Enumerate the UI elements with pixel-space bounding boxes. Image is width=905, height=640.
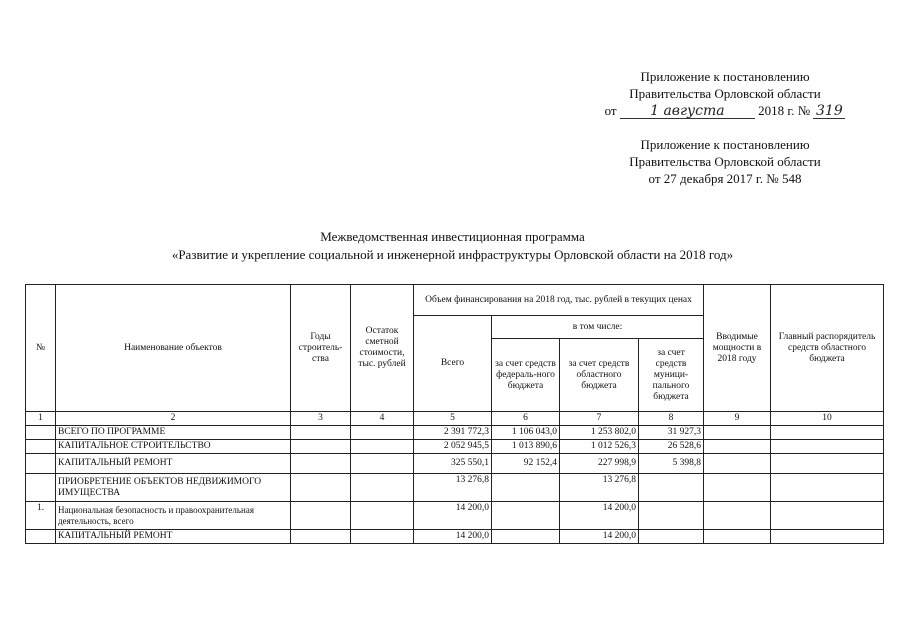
- appendix-previous-line3: от 27 декабря 2017 г. № 548: [648, 171, 802, 186]
- appendix-previous-line2: Правительства Орловской области: [629, 154, 821, 169]
- col-number-10: 10: [771, 412, 884, 426]
- col-number-6: 6: [492, 412, 560, 426]
- col-number-4: 4: [351, 412, 414, 426]
- row-years: [291, 454, 351, 474]
- row-municipal: 5 398,8: [639, 454, 704, 474]
- row-manager: [771, 426, 884, 440]
- program-table: [25, 284, 884, 544]
- row-name: КАПИТАЛЬНОЕ СТРОИТЕЛЬСТВО: [56, 440, 291, 454]
- document-title-line1: Межведомственная инвестиционная программа: [320, 229, 585, 244]
- header-balance: Остаток сметной стоимости, тыс. рублей: [351, 285, 414, 412]
- table-row: [26, 454, 884, 474]
- row-capacity: [704, 454, 771, 474]
- row-total: 13 276,8: [414, 474, 492, 502]
- document-title-line2: «Развитие и укрепление социальной и инженерной инфраструктуры Орловской области на 2018 год»: [171, 247, 734, 262]
- appendix-current: [560, 68, 890, 119]
- row-regional: 227 998,9: [560, 454, 639, 474]
- col-number-1: 1: [26, 412, 56, 426]
- row-manager: [771, 454, 884, 474]
- row-municipal: [639, 474, 704, 502]
- row-total: 2 391 772,3: [414, 426, 492, 440]
- row-num: [26, 474, 56, 502]
- table-row: [26, 440, 884, 454]
- row-manager: [771, 474, 884, 502]
- row-balance: [351, 502, 414, 530]
- row-municipal: [639, 530, 704, 544]
- row-balance: [351, 426, 414, 440]
- row-total: 325 550,1: [414, 454, 492, 474]
- row-years: [291, 502, 351, 530]
- row-capacity: [704, 440, 771, 454]
- col-number-2: 2: [56, 412, 291, 426]
- row-capacity: [704, 530, 771, 544]
- row-name: ПРИОБРЕТЕНИЕ ОБЪЕКТОВ НЕДВИЖИМОГО ИМУЩЕСТВА: [56, 474, 291, 502]
- row-balance: [351, 530, 414, 544]
- row-manager: [771, 530, 884, 544]
- row-balance: [351, 454, 414, 474]
- row-regional: 1 012 526,3: [560, 440, 639, 454]
- row-total: 14 200,0: [414, 502, 492, 530]
- row-capacity: [704, 426, 771, 440]
- row-total: 2 052 945,5: [414, 440, 492, 454]
- header-funding: Объем финансирования на 2018 год, тыс. рублей в текущих ценах: [414, 285, 704, 316]
- row-municipal: 26 528,6: [639, 440, 704, 454]
- appendix-previous-line1: Приложение к постановлению: [640, 137, 810, 152]
- header-federal: за счет средств федераль-ного бюджета: [492, 339, 560, 412]
- row-regional: 14 200,0: [560, 502, 639, 530]
- header-municipal: за счет средств муници-пального бюджета: [639, 339, 704, 412]
- row-num: [26, 454, 56, 474]
- row-num: [26, 530, 56, 544]
- row-regional: 14 200,0: [560, 530, 639, 544]
- row-balance: [351, 474, 414, 502]
- header-name: Наименование объектов: [56, 285, 291, 412]
- header-capacity: Вводимые мощности в 2018 году: [704, 285, 771, 412]
- row-federal: 1 106 043,0: [492, 426, 560, 440]
- row-balance: [351, 440, 414, 454]
- row-federal: 92 152,4: [492, 454, 560, 474]
- row-num: 1.: [26, 502, 56, 530]
- row-name: КАПИТАЛЬНЫЙ РЕМОНТ: [56, 454, 291, 474]
- date-year: 2018 г.: [758, 103, 795, 118]
- number-sign: №: [797, 103, 811, 118]
- row-capacity: [704, 502, 771, 530]
- row-municipal: [639, 502, 704, 530]
- header-years: Годы строитель-ства: [291, 285, 351, 412]
- row-regional: 13 276,8: [560, 474, 639, 502]
- appendix-current-date-line: [560, 102, 890, 119]
- row-federal: [492, 530, 560, 544]
- header-total: Всего: [414, 316, 492, 412]
- row-years: [291, 530, 351, 544]
- row-capacity: [704, 474, 771, 502]
- row-num: [26, 440, 56, 454]
- table-row: [26, 530, 884, 544]
- row-years: [291, 426, 351, 440]
- row-federal: [492, 474, 560, 502]
- row-name: ВСЕГО ПО ПРОГРАММЕ: [56, 426, 291, 440]
- row-years: [291, 474, 351, 502]
- row-years: [291, 440, 351, 454]
- header-regional: за счет средств областного бюджета: [560, 339, 639, 412]
- row-federal: [492, 502, 560, 530]
- handwritten-date: 1 августа: [620, 104, 755, 119]
- header-manager: Главный распорядитель средств областного бюджета: [771, 285, 884, 412]
- col-number-9: 9: [704, 412, 771, 426]
- handwritten-number: 319: [813, 104, 845, 119]
- col-number-7: 7: [560, 412, 639, 426]
- header-including: в том числе:: [492, 316, 704, 339]
- row-regional: 1 253 802,0: [560, 426, 639, 440]
- col-number-3: 3: [291, 412, 351, 426]
- row-municipal: 31 927,3: [639, 426, 704, 440]
- table-row: [26, 426, 884, 440]
- col-number-5: 5: [414, 412, 492, 426]
- date-prefix: от: [604, 103, 617, 118]
- table-row: [26, 474, 884, 502]
- row-total: 14 200,0: [414, 530, 492, 544]
- appendix-previous: [580, 136, 870, 187]
- row-manager: [771, 502, 884, 530]
- row-manager: [771, 440, 884, 454]
- row-federal: 1 013 890,6: [492, 440, 560, 454]
- appendix-current-line2: Правительства Орловской области: [629, 86, 821, 101]
- row-num: [26, 426, 56, 440]
- row-name: КАПИТАЛЬНЫЙ РЕМОНТ: [56, 530, 291, 544]
- appendix-current-line1: Приложение к постановлению: [640, 69, 810, 84]
- col-number-8: 8: [639, 412, 704, 426]
- header-num: №: [26, 285, 56, 412]
- row-name: Национальная безопасность и правоохранительная деятельность, всего: [56, 502, 291, 530]
- table-row: [26, 502, 884, 530]
